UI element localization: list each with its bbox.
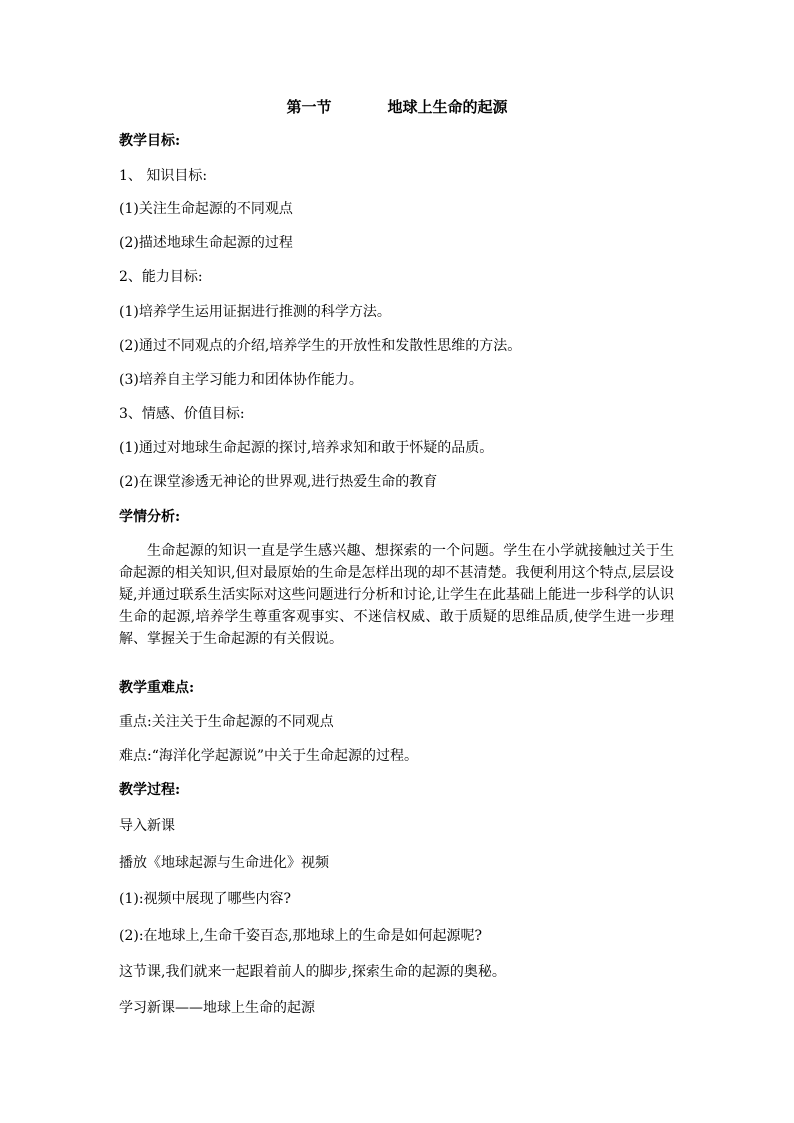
analysis-heading: 学情分析:	[119, 509, 181, 525]
emotion-item-1: (1)通过对地球生命起源的探讨,培养求知和敢于怀疑的品质。	[119, 440, 494, 456]
ability-item-1: (1)培养学生运用证据进行推测的科学方法。	[119, 304, 391, 320]
difficult-point: 难点:“海洋化学起源说”中关于生命起源的过程。	[119, 748, 419, 764]
ability-item-2: (2)通过不同观点的介绍,培养学生的开放性和发散性思维的方法。	[119, 338, 522, 354]
knowledge-label: 1、 知识目标:	[119, 168, 208, 184]
process-heading: 教学过程:	[119, 782, 181, 798]
title-section: 第一节	[286, 98, 332, 116]
objectives-heading: 教学目标:	[119, 133, 181, 149]
process-line-4: (2):在地球上,生命千姿百态,那地球上的生命是如何起源呢?	[119, 928, 482, 944]
knowledge-item-1: (1)关注生命起源的不同观点	[119, 201, 293, 217]
emotion-label: 3、情感、价值目标:	[119, 406, 245, 422]
analysis-paragraph: 生命起源的知识一直是学生感兴趣、想探索的一个问题。学生在小学就接触过关于生命起源的相关知识,但对最原始的生命是怎样出现的却不甚清楚。我便利用这个特点,层层设疑,并通过联系生活实际对这些问题进行分析和讨论,让学生在此基础上能进一步科学的认识生命的起源,培养学生尊重客观事实、不迷信权威、敢于质疑的思维品质,使学生进一步理解、掌握关于生命起源的有关假说。	[119, 543, 674, 647]
emotion-item-2: (2)在课堂渗透无神论的世界观,进行热爱生命的教育	[119, 474, 438, 490]
keypoints-heading: 教学重难点:	[119, 680, 195, 696]
knowledge-item-2: (2)描述地球生命起源的过程	[119, 235, 293, 251]
document-title	[0, 96, 794, 118]
process-line-2: 播放《地球起源与生命进化》视频	[119, 855, 329, 871]
ability-item-3: (3)培养自主学习能力和团体协作能力。	[119, 372, 363, 388]
process-line-5: 这节课,我们就来一起跟着前人的脚步,探索生命的起源的奥秘。	[119, 964, 506, 980]
process-line-1: 导入新课	[119, 818, 175, 834]
key-point: 重点:关注关于生命起源的不同观点	[119, 714, 334, 730]
process-line-3: (1):视频中展现了哪些内容?	[119, 891, 292, 907]
title-name: 地球上生命的起源	[387, 98, 508, 116]
ability-label: 2、能力目标:	[119, 269, 203, 285]
process-line-6: 学习新课——地球上生命的起源	[119, 1000, 315, 1016]
